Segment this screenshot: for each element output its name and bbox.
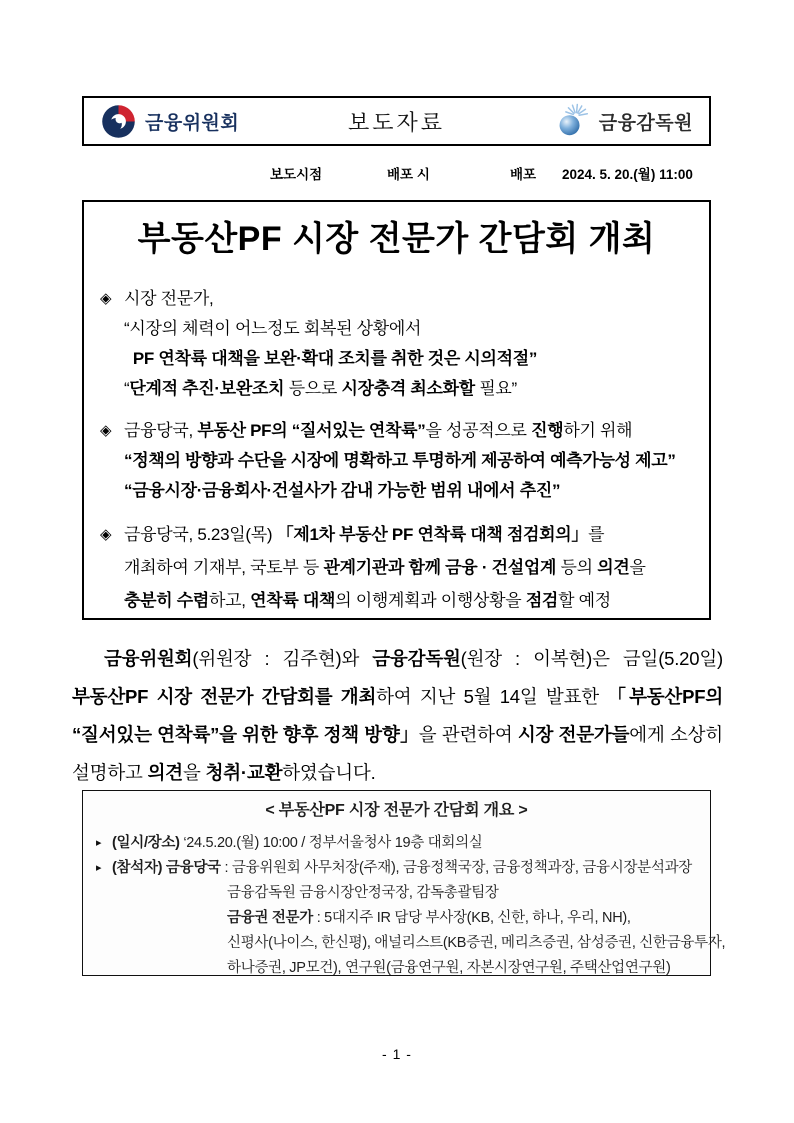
bullet-1-line-4: “단계적 추진·보완조치 등으로 시장충격 최소화할 필요” <box>124 379 517 398</box>
headline-bullet-3 <box>100 518 695 617</box>
bullet-2-line-3: “금융시장·금융회사·건설사가 감내 가능한 범위 내에서 추진” <box>124 481 561 500</box>
attendees-line-4: 신평사(나이스, 한신평), 애널리스트(KB증권, 메리츠증권, 삼성증권, 신한금융투자, <box>227 935 726 951</box>
bullet-2-line-2: “정책의 방향과 수단을 시장에 명확하고 투명하게 제공하여 예측가능성 제고” <box>124 451 676 470</box>
body-paragraph: 금융위원회(위원장 : 김주현)와 금융감독원(원장 : 이복현)은 금일(5.20일) 부동산PF 시장 전문가 간담회를 개최하여 지난 5월 14일 발표한 「부동산PF의 “질서있는 연착륙”을 위한 향후 정책 방향」을 관련하여 시장 전문가들에게 소상히 설명하고 의견을 청취·교환하였습니다. <box>72 648 723 783</box>
fsc-name-label: 금융위원회 <box>145 112 240 134</box>
overview-title: < 부동산PF 시장 전문가 간담회 개요 > <box>265 802 528 819</box>
distribute-datetime: 2024. 5. 20.(월) 11:00 <box>562 167 693 182</box>
overview-item-datetime <box>96 831 697 856</box>
diamond-bullet-icon: ◈ <box>100 526 112 543</box>
bullet-1-line-1: 시장 전문가, <box>124 289 214 308</box>
attendees-line-5: 하나증권, JP모건), 연구원(금융연구원, 자본시장연구원, 주택산업연구원) <box>227 960 671 976</box>
diamond-bullet-icon: ◈ <box>100 290 112 307</box>
report-time-label: 보도시점 <box>270 167 323 182</box>
overview-box <box>82 790 726 976</box>
triangle-bullet-icon: ▸ <box>96 862 102 874</box>
headline-bullet-2 <box>100 416 695 506</box>
fsc-logo <box>100 103 300 140</box>
bullet-2-line-1: 금융당국, 부동산 PF의 “질서있는 연착륙”을 성공적으로 진행하기 위해 <box>124 421 633 440</box>
diamond-bullet-icon: ◈ <box>100 422 112 439</box>
fsc-taegeuk-icon <box>100 103 137 140</box>
bullet-1-line-3: PF 연착륙 대책을 보완·확대 조치를 취한 것은 시의적절” <box>132 349 538 368</box>
page-number: - 1 - <box>382 1046 412 1062</box>
fss-logo <box>493 103 693 140</box>
bullet-3-line-1: 금융당국, 5.23일(목) 「제1차 부동산 PF 연착륙 대책 점검회의」를 <box>124 525 605 544</box>
fss-sphere-icon <box>554 103 591 140</box>
headline-box <box>82 200 711 620</box>
bullet-3-line-3: 충분히 수렴하고, 연착륙 대책의 이행계획과 이행상황을 점검할 예정 <box>124 591 611 610</box>
attendees-line-2: 금융감독원 금융시장안정국장, 감독총괄팀장 <box>227 885 499 901</box>
triangle-bullet-icon: ▸ <box>96 837 102 849</box>
overview-datetime-line: (일시/장소) ‘24.5.20.(월) 10:00 / 정부서울청사 19층 대회의실 <box>112 835 483 851</box>
attendees-line-3: 금융권 전문가 : 5대지주 IR 담당 부사장(KB, 신한, 하나, 우리, NH), <box>227 910 631 926</box>
attendees-line-1: (참석자) 금융당국 : 금융위원회 사무처장(주재), 금융정책국장, 금융정책과장, 금융시장분석과장 <box>112 860 692 876</box>
bullet-1-line-2: “시장의 체력이 어느정도 회복된 상황에서 <box>124 319 422 338</box>
release-timing-row <box>82 163 711 185</box>
headline-bullet-1 <box>100 284 695 404</box>
report-time-value: 배포 시 <box>387 167 430 182</box>
headline-title: 부동산PF 시장 전문가 간담회 개최 <box>137 220 656 258</box>
fss-name-label: 금융감독원 <box>598 112 693 134</box>
header-bar <box>82 96 711 146</box>
bullet-3-line-2: 개최하여 기재부, 국토부 등 관계기관과 함께 금융 · 건설업계 등의 의견을 <box>124 558 646 577</box>
press-release-label: 보도자료 <box>347 109 445 135</box>
overview-item-attendees <box>96 856 726 981</box>
distribute-label: 배포 <box>510 167 537 182</box>
